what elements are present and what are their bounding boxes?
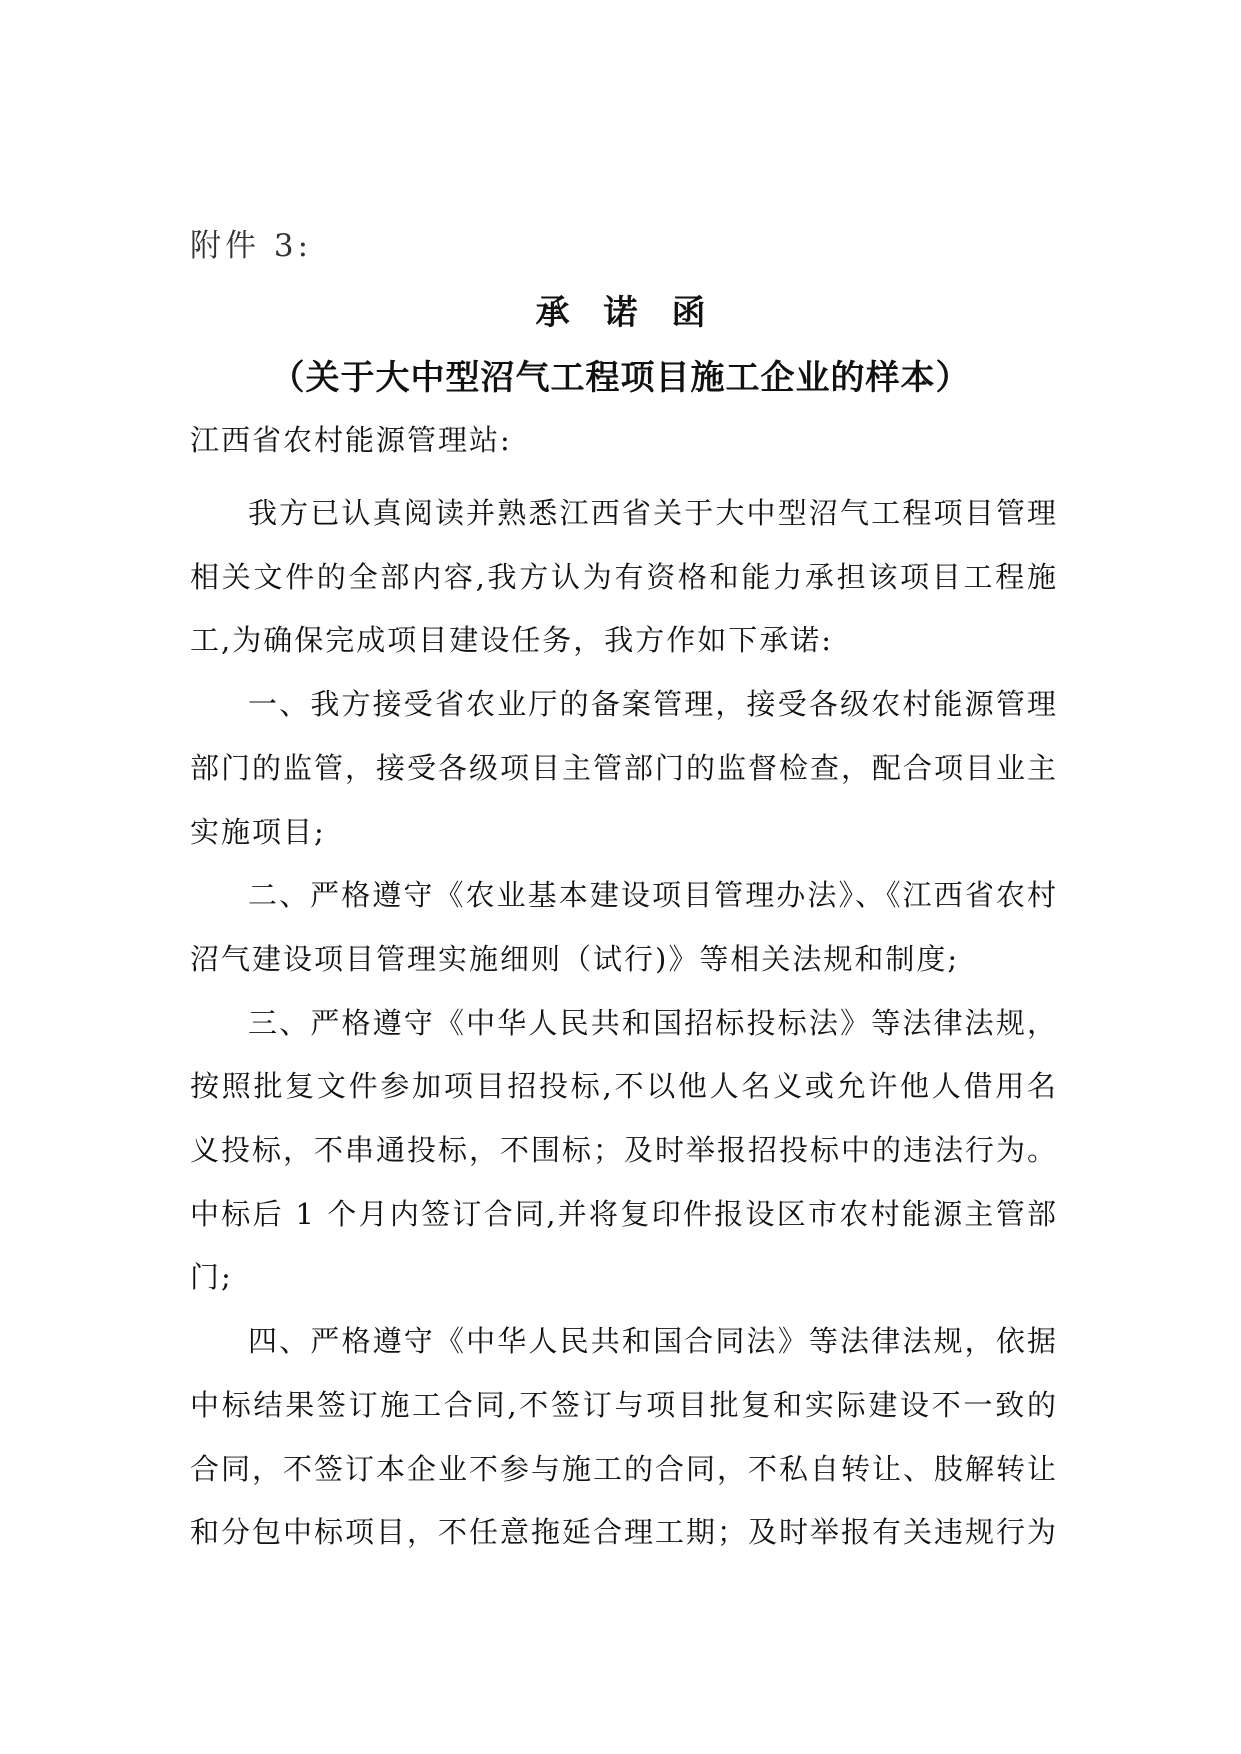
- document-subtitle: （关于大中型沼气工程项目施工企业的样本）: [270, 358, 971, 398]
- document-title: 承诺函: [535, 293, 740, 333]
- paragraph-intro: 我方已认真阅读并熟悉江西省关于大中型沼气工程项目管理相关文件的全部内容,我方认为有资格和能力承担该项目工程施工,为确保完成项目建设任务，我方作如下承诺:: [190, 496, 1058, 658]
- salutation: 江西省农村能源管理站:: [190, 423, 512, 457]
- attachment-label: 附件 3:: [190, 228, 313, 264]
- body-text: [190, 482, 1058, 1565]
- paragraph-commitment-1: 一、我方接受省农业厅的备案管理，接受各级农村能源管理部门的监管，接受各级项目主管部门的监督检查，配合项目业主实施项目;: [190, 687, 1059, 849]
- paragraph-commitment-4: 四、严格遵守《中华人民共和国合同法》等法律法规，依据中标结果签订施工合同,不签订与项目批复和实际建设不一致的合同，不签订本企业不参与施工的合同，不私自转让、肢解转让和分包中标项目，不任意拖延合理工期；及时举报有关违规行为: [190, 1324, 1059, 1550]
- paragraph-commitment-2: 二、严格遵守《农业基本建设项目管理办法》、《江西省农村沼气建设项目管理实施细则（试行)》等相关法规和制度;: [190, 878, 1058, 976]
- paragraph-commitment-3: 三、严格遵守《中华人民共和国招标投标法》等法律法规，按照批复文件参加项目招投标,不以他人名义或允许他人借用名义投标，不串通投标，不围标；及时举报招投标中的违法行为。中标后 1 个月内签订合同,并将复印件报设区市农村能源主管部门;: [190, 1005, 1059, 1295]
